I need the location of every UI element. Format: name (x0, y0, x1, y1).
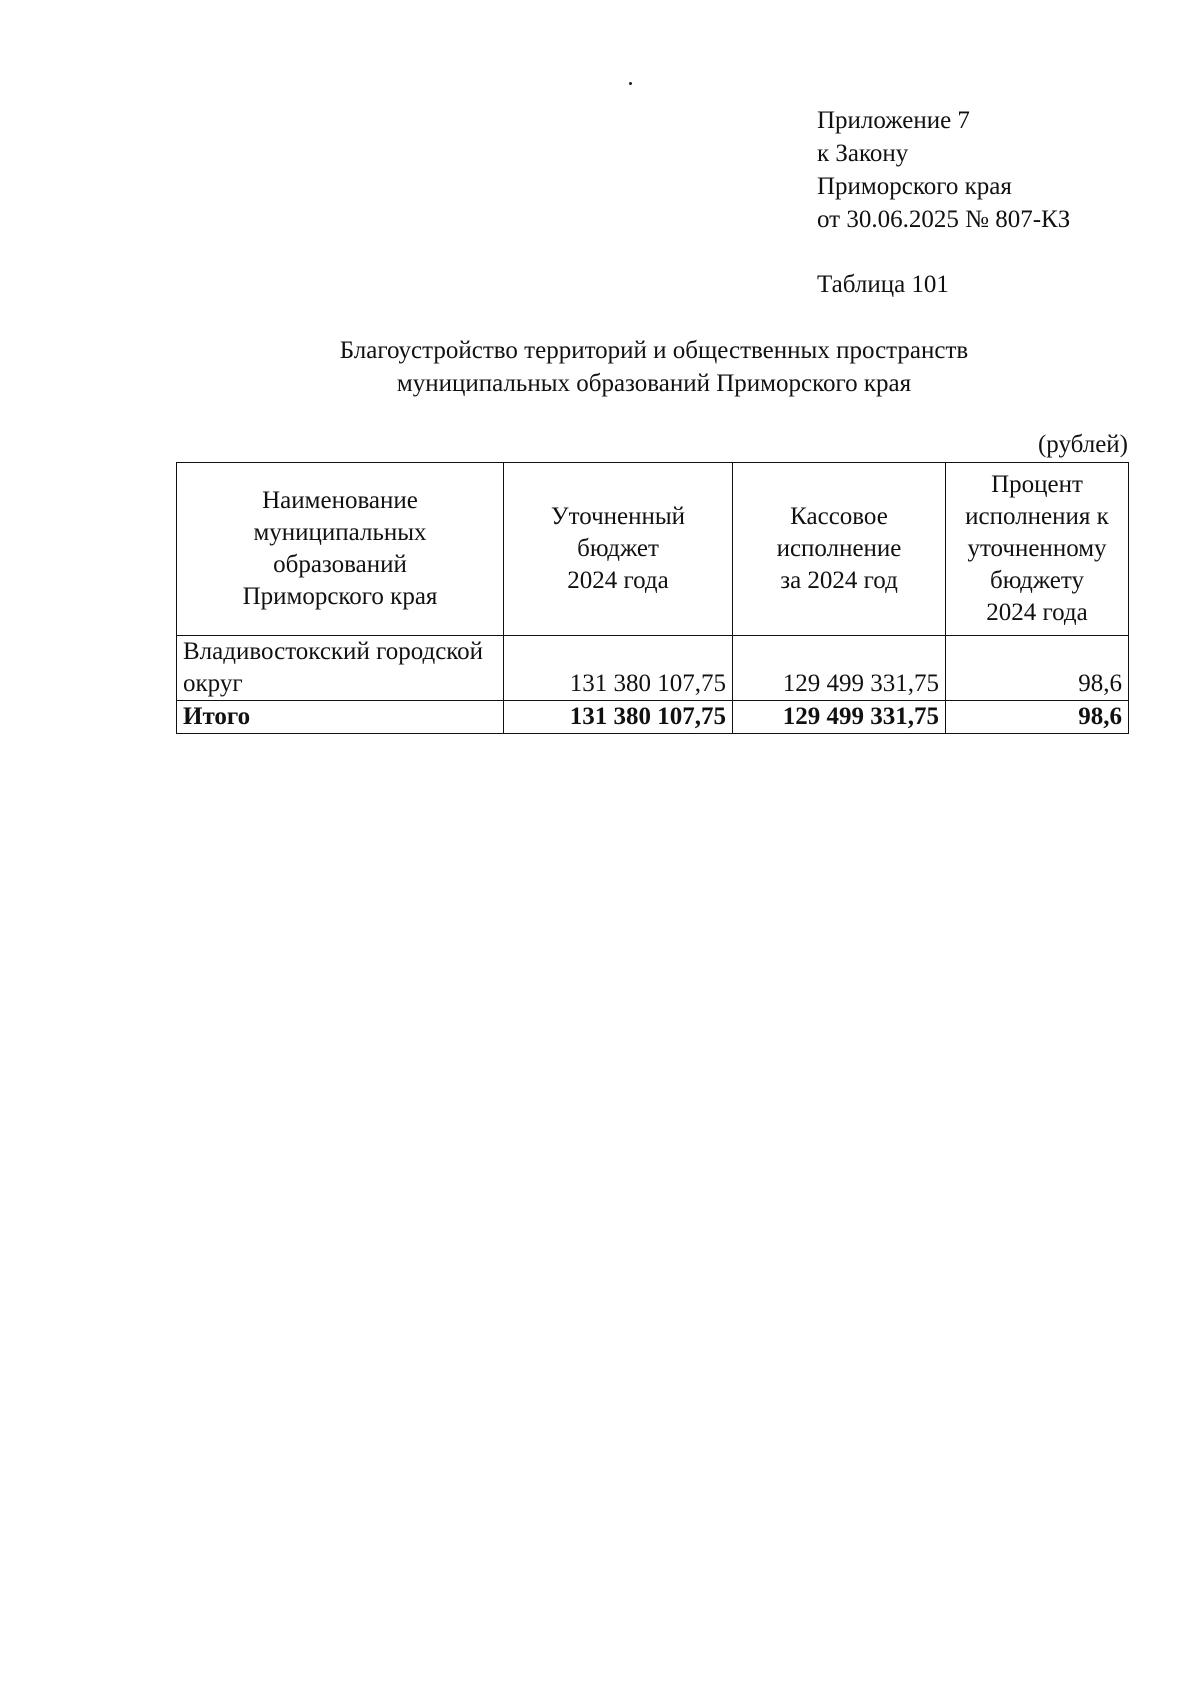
cell-total-percent: 98,6 (946, 701, 1129, 734)
cell-percent: 98,6 (946, 636, 1129, 701)
header-execution: Кассовое исполнение за 2024 год (733, 463, 946, 636)
cell-total-execution: 129 499 331,75 (733, 701, 946, 734)
header-municipality: Наименование муниципальных образований Приморского края (177, 463, 504, 636)
appendix-line: Приморского края (817, 173, 1012, 200)
header-budget: Уточненный бюджет 2024 года (504, 463, 733, 636)
header-percent: Процент исполнения к уточненному бюджету 2024 года (946, 463, 1129, 636)
appendix-reference (817, 104, 1070, 236)
cell-budget: 131 380 107,75 (504, 636, 733, 701)
title-line: Благоустройство территорий и общественных пространств (339, 337, 969, 364)
cell-municipality-name: Владивостокский городской округ (177, 636, 504, 701)
table-row (177, 636, 1129, 701)
cell-total-budget: 131 380 107,75 (504, 701, 733, 734)
budget-table (176, 462, 1129, 734)
scan-speck (629, 82, 632, 85)
table-number: Таблица 101 (817, 271, 949, 298)
cell-execution: 129 499 331,75 (733, 636, 946, 701)
title-line: муниципальных образований Приморского края (396, 370, 912, 397)
appendix-line: Приложение 7 (817, 107, 970, 134)
document-title (176, 334, 1132, 400)
table-total-row (177, 701, 1129, 734)
table-header-row (177, 463, 1129, 636)
cell-total-label: Итого (177, 701, 504, 734)
units-label: (рублей) (1037, 431, 1128, 458)
appendix-line: к Закону (817, 140, 909, 167)
appendix-line: от 30.06.2025 № 807-КЗ (817, 206, 1071, 233)
